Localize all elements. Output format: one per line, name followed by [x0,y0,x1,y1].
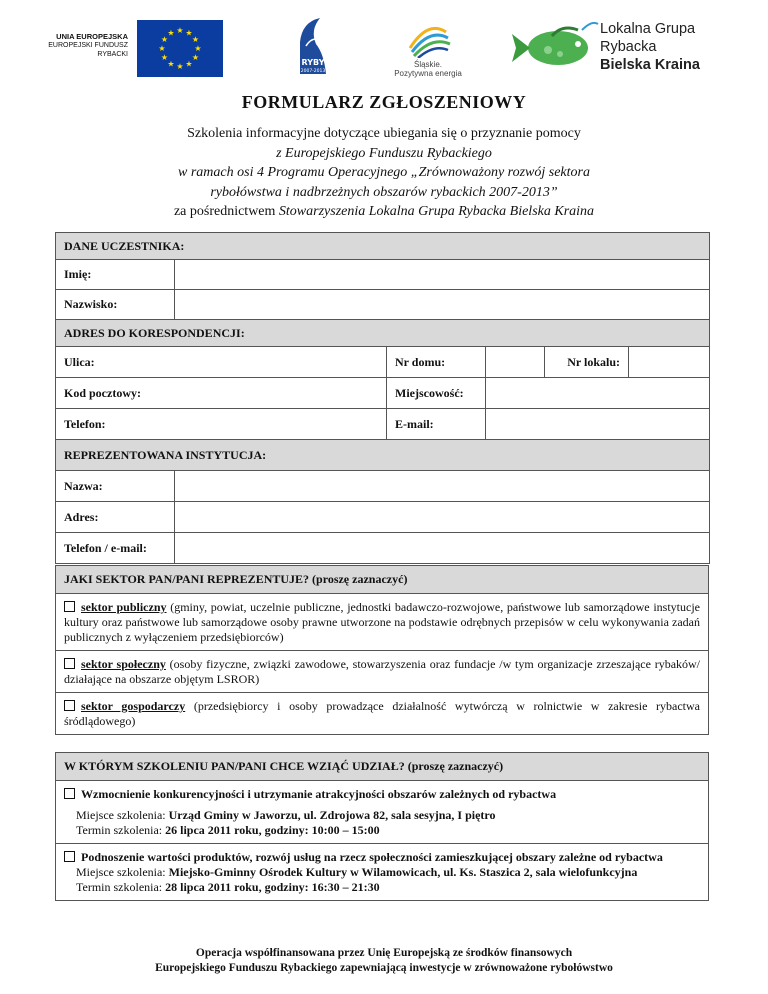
sector-option-business [56,692,708,734]
sector-social-checkbox[interactable] [64,658,75,669]
inst-address-field[interactable] [175,502,710,533]
city-field[interactable] [486,378,710,409]
training-1-checkbox[interactable] [64,788,75,799]
lgr-line-1: Lokalna Grupa [600,21,696,37]
svg-text:★: ★ [191,35,200,44]
sector-public-checkbox[interactable] [64,601,75,612]
training-1-date: 26 lipca 2011 roku, godziny: 10:00 – 15:00 [165,823,380,837]
ryby-years: 2007-2013 [300,69,326,74]
svg-text:★: ★ [191,53,200,62]
first-name-field[interactable] [175,260,710,290]
training-2-place: Miejsko-Gminny Ośrodek Kultury w Wilamowicach, ul. Ks. Staszica 2, sala wielofunkcyjna [168,865,638,879]
email-field[interactable] [486,409,710,440]
svg-text:★: ★ [167,59,175,69]
slaskie-logo [388,18,468,80]
sector-business-name: sektor gospodarczy [81,699,186,713]
email-label: E-mail: [387,409,486,440]
subtitle-line-1: Szkolenia informacyjne dotyczące ubiegania się o przyznanie pomocy [187,126,581,141]
flat-no-label: Nr lokalu: [545,347,629,378]
form-subtitle [0,124,768,222]
address-header: ADRES DO KORESPONDENCJI: [56,320,710,347]
training-option-1 [56,781,708,843]
city-label: Miejscowość: [387,378,486,409]
house-no-field[interactable] [486,347,545,378]
svg-text:★: ★ [160,53,169,62]
training-2-date-label: Termin szkolenia: [76,880,166,894]
svg-text:★: ★ [176,26,184,35]
svg-text:★: ★ [158,44,166,53]
training-2-title: Podnoszenie wartości produktów, rozwój usług na rzecz społeczności zamieszkującej obszary zależne od rybactwa [81,850,663,864]
eu-line-2: EUROPEJSKI FUNDUSZ [48,42,128,49]
slaskie-line-2: Pozytywna energia [394,69,462,78]
sector-public-desc: (gminy, powiat, uczelnie publiczne, jednostki badawczo-rozwojowe, państwowe lub samorządowe instytucje kultury oraz państwowe lub samorządowe osoby prawne utworzone na podstawie odrębnych przepisów w celu wykonywania zadań publicznych z wyłączeniem przedsiębiorców) [64,600,700,644]
subtitle-line-5-org: Stowarzyszenia Lokalna Grupa Rybacka Bielska Kraina [278,204,595,219]
slaskie-line-1: Śląskie. [413,60,442,69]
lgr-line-2: Rybacka [600,39,657,55]
last-name-label: Nazwisko: [56,290,175,320]
subtitle-line-2: z Europejskiego Funduszu Rybackiego [276,145,492,161]
training-header: W KTÓRYM SZKOLENIU PAN/PANI CHCE WZIĄĆ UDZIAŁ? (proszę zaznaczyć) [56,753,708,781]
sector-business-desc: (przedsiębiorcy i osoby prowadzące działalność wytwórczą w rolnictwie w zakresie rybactwa śródlądowego) [64,699,701,728]
phone-label: Telefon: [64,416,106,431]
eu-line-3: RYBACKI [97,51,128,58]
sector-public-name: sektor publiczny [81,600,167,614]
svg-text:★: ★ [194,44,202,53]
sector-option-social [56,650,708,692]
subtitle-line-4: rybołówstwa i nadbrzeżnych obszarów rybackich 2007-2013” [210,184,558,200]
sector-option-public [56,594,708,650]
sector-social-name: sektor społeczny [81,657,166,671]
footer-line-1: Operacja współfinansowana przez Unię Europejską ze środków finansowych [195,947,573,959]
inst-address-label: Adres: [56,502,175,533]
phone-field[interactable] [56,409,387,440]
lgr-line-3: Bielska Kraina [600,57,700,73]
training-2-place-label: Miejsce szkolenia: [76,865,169,879]
sector-business-checkbox[interactable] [64,700,75,711]
training-1-date-label: Termin szkolenia: [76,823,166,837]
first-name-label: Imię: [56,260,175,290]
participant-form-table [55,232,710,564]
inst-name-label: Nazwa: [56,471,175,502]
inst-name-field[interactable] [175,471,710,502]
house-no-label: Nr domu: [387,347,486,378]
slaskie-swirl-icon [388,18,468,58]
ryby-program-logo [296,16,330,78]
svg-text:★: ★ [185,28,193,38]
inst-contact-field[interactable] [175,533,710,564]
footer [0,946,768,976]
training-1-place: Urząd Gminy w Jaworzu, ul. Zdrojowa 82, sala sesyjna, I piętro [168,808,496,822]
sector-header: JAKI SEKTOR PAN/PANI REPREZENTUJE? (proszę zaznaczyć) [56,566,708,594]
form-title: FORMULARZ ZGŁOSZENIOWY [241,92,527,112]
training-2-checkbox[interactable] [64,851,75,862]
flat-no-field[interactable] [629,347,710,378]
svg-text:★: ★ [167,28,175,38]
participant-header: DANE UCZESTNIKA: [56,233,710,260]
subtitle-line-3: w ramach osi 4 Programu Operacyjnego „Zrównoważony rozwój sektora [178,165,590,180]
lgr-logo [508,16,758,78]
inst-contact-label: Telefon / e-mail: [56,533,175,564]
sector-social-desc: (osoby fizyczne, związki zawodowe, stowarzyszenia oraz fundacje /w tym organizacje zrzeszające rybaków/ działające na obszarze objętym LSROR) [64,657,701,686]
institution-header: REPREZENTOWANA INSTYTUCJA: [56,440,710,471]
street-field[interactable] [56,347,387,378]
training-1-place-label: Miejsce szkolenia: [76,808,169,822]
svg-text:★: ★ [185,59,193,69]
svg-text:★: ★ [160,35,169,44]
footer-line-2: Europejskiego Funduszu Rybackiego zapewniającą inwestycje w zrównoważone rybołówstwo [155,962,613,974]
eu-fund-text [28,32,128,59]
training-2-date: 28 lipca 2011 roku, godziny: 16:30 – 21:30 [165,880,380,894]
eu-line-1: UNIA EUROPEJSKA [56,32,128,41]
training-section [55,752,709,901]
fish-icon [508,16,600,78]
sector-section [55,565,709,735]
logo-bar [0,0,768,86]
subtitle-line-5-prefix: za pośrednictwem [173,204,279,219]
training-option-2 [56,843,708,900]
ryby-label: RYBY [301,58,325,67]
eu-flag-logo [137,20,223,77]
lgr-text [600,20,700,74]
postal-code-field[interactable] [56,378,387,409]
postal-code-label: Kod pocztowy: [64,385,141,400]
last-name-field[interactable] [175,290,710,320]
street-label: Ulica: [64,354,95,369]
training-1-title: Wzmocnienie konkurencyjności i utrzymanie atrakcyjności obszarów zależnych od rybactwa [81,787,557,801]
svg-text:★: ★ [176,62,184,71]
